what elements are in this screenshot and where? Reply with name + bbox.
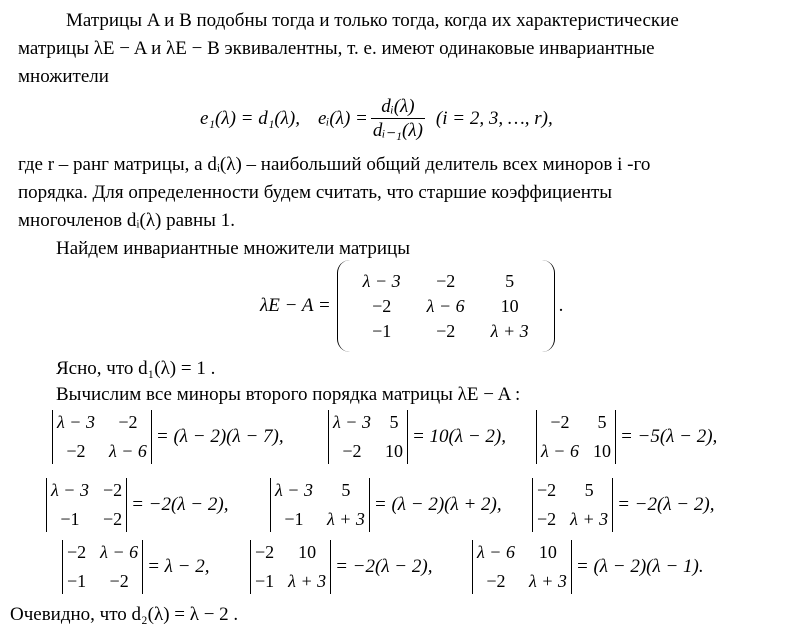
- fraction-denominator: dᵢ₋₁(λ): [372, 120, 423, 141]
- minor-cell: λ − 3: [51, 480, 89, 500]
- minor-cell: λ + 3: [288, 571, 327, 591]
- minor-cell: −1: [67, 571, 87, 591]
- minor-result: = −5(λ − 2),: [619, 426, 718, 447]
- para1-line2: матрицы λE − A и λE − B эквивалентны, т. е. имеют одинаковые инвариантные: [18, 38, 655, 59]
- minor-cell: λ + 3: [570, 509, 609, 529]
- minor-cell: −1: [60, 509, 80, 529]
- minor-cell: −2: [118, 412, 138, 432]
- minor-result: = λ − 2,: [147, 556, 210, 577]
- matrix-cell: λ + 3: [490, 320, 529, 341]
- compute-line: Вычислим все миноры второго порядка матрицы λE − A :: [56, 384, 521, 405]
- minor-cell: 10: [298, 542, 317, 562]
- minor-cell: −2: [537, 480, 557, 500]
- clear-line: Ясно, что d₁(λ) = 1 .: [56, 358, 216, 379]
- matrix-cell: −2: [436, 270, 456, 291]
- minor-cell: −2: [67, 542, 87, 562]
- minor-cell: 5: [584, 480, 594, 500]
- minor-5: [270, 478, 502, 532]
- minor-cell: −2: [109, 571, 129, 591]
- minor-result: = (λ − 2)(λ − 7),: [155, 426, 284, 447]
- matrix-cell: 10: [500, 295, 519, 316]
- minor-result: = −2(λ − 2),: [617, 494, 715, 515]
- left-paren: [337, 260, 350, 352]
- minor-cell: 5: [597, 412, 607, 432]
- minor-cell: λ + 3: [326, 509, 365, 529]
- minor-2: [328, 410, 506, 464]
- minor-cell: −2: [537, 509, 557, 529]
- minor-cell: 10: [592, 441, 611, 461]
- para2-line1: где r – ранг матрицы, а dᵢ(λ) – наибольший общий делитель всех миноров i -го: [18, 154, 651, 175]
- minor-cell: −2: [66, 441, 86, 461]
- matrix-cell: −2: [372, 295, 392, 316]
- minor-8: [250, 540, 432, 594]
- minor-3: [536, 410, 717, 464]
- minor-cell: λ − 3: [57, 412, 95, 432]
- minor-cell: λ − 6: [477, 542, 515, 562]
- matrix-lambdaE-minus-A: [260, 260, 563, 352]
- right-paren: [542, 260, 555, 352]
- para1-line3: множители: [18, 66, 109, 87]
- minor-7: [62, 540, 209, 594]
- minor-cell: −2: [550, 412, 570, 432]
- formula-condition: (i = 2, 3, …, r),: [435, 108, 553, 129]
- minor-cell: 5: [341, 480, 351, 500]
- matrix-cell: −1: [372, 320, 392, 341]
- minor-cell: λ − 6: [100, 542, 139, 562]
- minor-cell: −2: [102, 480, 123, 500]
- minor-cell: 10: [538, 542, 557, 562]
- para2-line2: порядка. Для определенности будем считать, что старшие коэффициенты: [18, 182, 613, 203]
- matrix-cell: λ − 3: [362, 270, 401, 291]
- minor-9: [472, 540, 704, 594]
- matrix-end: .: [558, 295, 564, 316]
- minor-1: [52, 410, 284, 464]
- para2-line3: многочленов dᵢ(λ) равны 1.: [18, 210, 235, 231]
- minor-result: = (λ − 2)(λ − 1).: [575, 556, 704, 577]
- minor-cell: −1: [255, 571, 275, 591]
- fraction-numerator: dᵢ(λ): [381, 96, 415, 117]
- matrix-cell: 5: [505, 270, 515, 291]
- minor-cell: λ − 6: [541, 441, 579, 461]
- minor-cell: 5: [389, 412, 399, 432]
- minor-6: [532, 478, 714, 532]
- minor-cell: λ − 3: [275, 480, 313, 500]
- para1-line1: Матрицы A и B подобны тогда и только тогда, когда их характеристические: [66, 10, 679, 31]
- fraction: [371, 96, 425, 142]
- matrix-lhs: λE − A =: [260, 295, 331, 316]
- minor-cell: λ + 3: [528, 571, 567, 591]
- minor-cell: −2: [102, 509, 123, 529]
- minor-result: = (λ − 2)(λ + 2),: [373, 494, 502, 515]
- matrix-cell: λ − 6: [426, 295, 465, 316]
- final-line: Очевидно, что d₂(λ) = λ − 2 .: [10, 604, 239, 625]
- minor-result: = 10(λ − 2),: [411, 426, 506, 447]
- minor-cell: λ − 6: [108, 441, 147, 461]
- formula-e1: e₁(λ) = d₁(λ),: [200, 108, 300, 129]
- minor-cell: λ − 3: [333, 412, 371, 432]
- minor-result: = −2(λ − 2),: [131, 494, 229, 515]
- minor-cell: −2: [342, 441, 362, 461]
- minor-cell: −2: [486, 571, 506, 591]
- formula-invariant-factors: [200, 96, 553, 142]
- minor-4: [46, 478, 228, 532]
- minor-cell: −1: [284, 509, 304, 529]
- formula-ei: eᵢ(λ) =: [317, 108, 368, 129]
- minor-cell: 10: [384, 441, 403, 461]
- minor-result: = −2(λ − 2),: [335, 556, 433, 577]
- matrix-cell: −2: [436, 320, 456, 341]
- matrix-grid: [350, 271, 542, 342]
- minor-cell: −2: [255, 542, 275, 562]
- find-line: Найдем инвариантные множители матрицы: [56, 238, 410, 259]
